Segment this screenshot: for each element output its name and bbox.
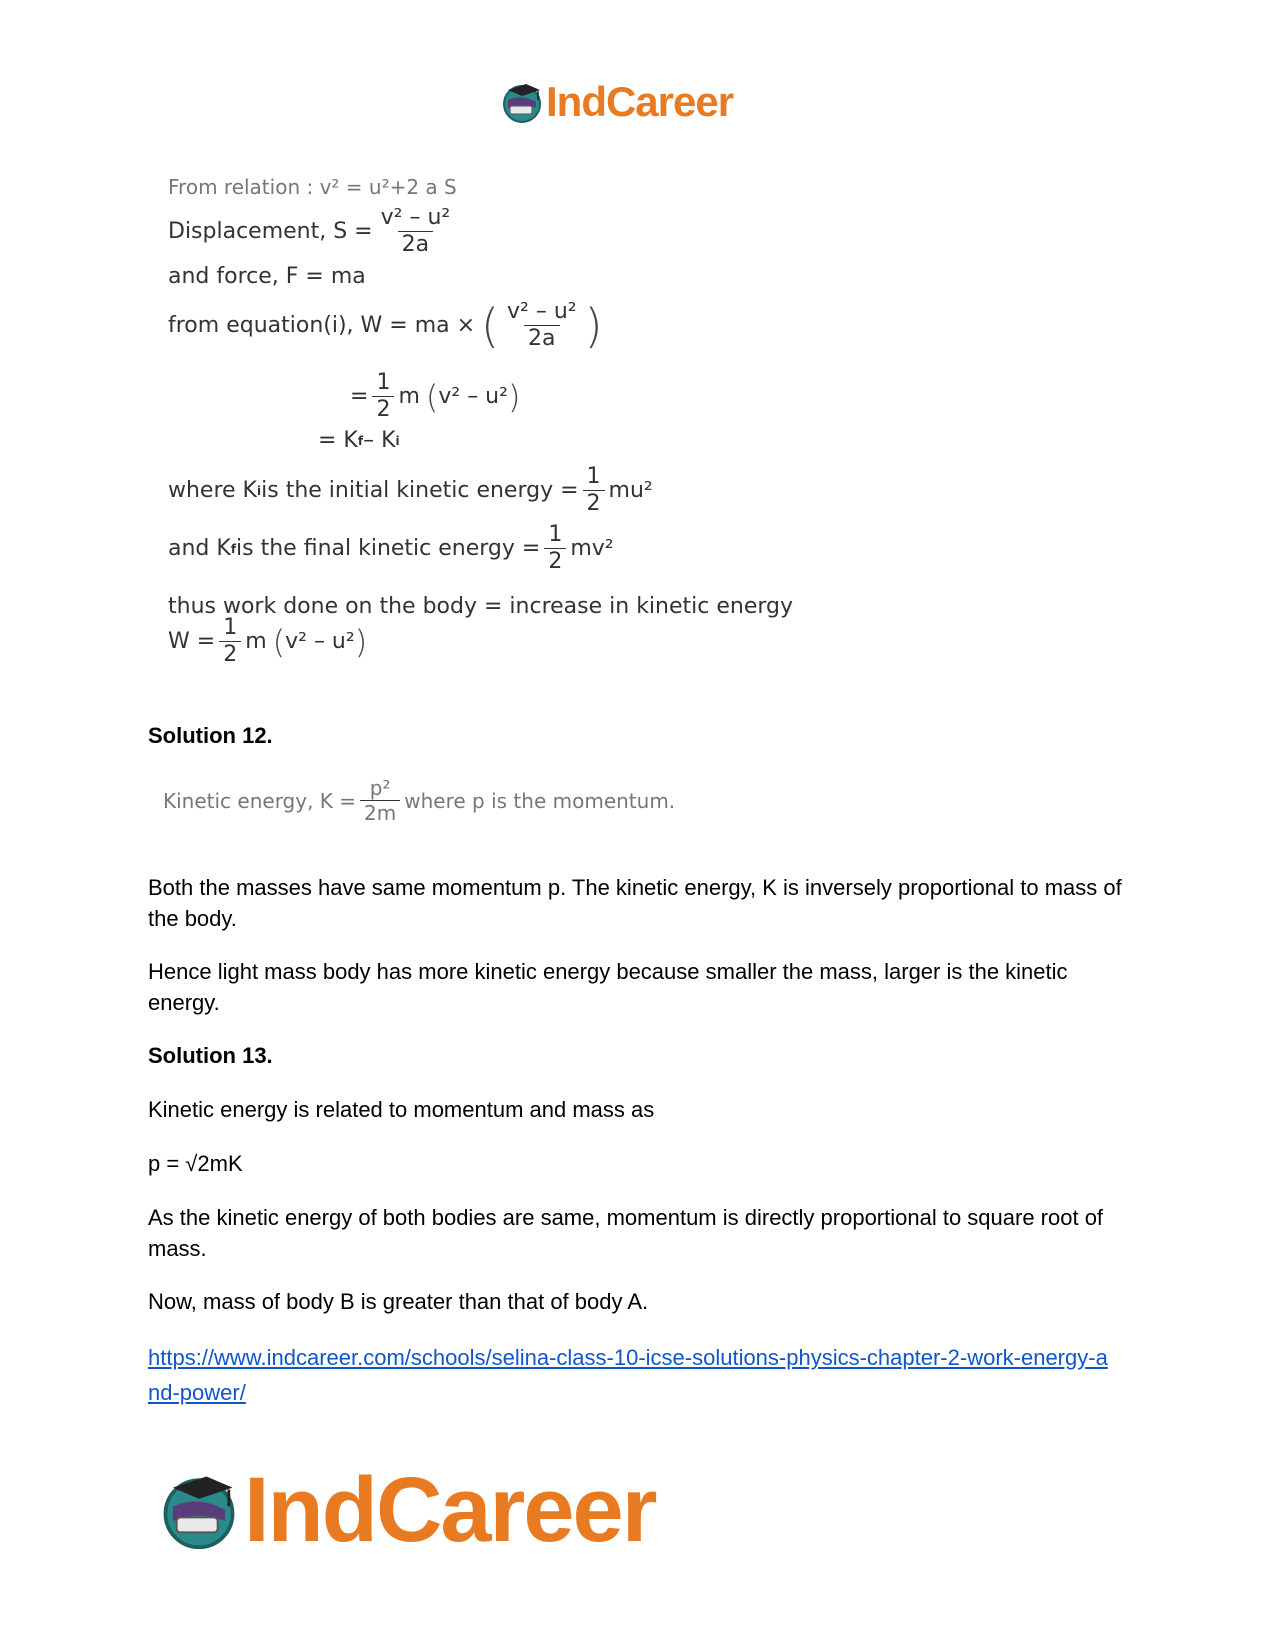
ki-subscript: i xyxy=(257,483,262,498)
ki-expression: mu² xyxy=(608,478,653,503)
work-fraction xyxy=(503,301,581,350)
ke-tail: where p is the momentum. xyxy=(404,788,676,813)
velocity-difference: v² – u² xyxy=(438,384,508,409)
ki-label: – K xyxy=(363,428,396,453)
indcareer-logo-top[interactable] xyxy=(500,78,733,126)
work-result-line xyxy=(168,617,367,666)
kf-subscript: f xyxy=(230,541,237,556)
solution-13-paragraph-2: As the kinetic energy of both bodies are same, momentum is directly proportional to square root of mass. xyxy=(148,1205,1104,1261)
displacement-label: Displacement, S = xyxy=(168,219,373,244)
fraction-denominator: 2a xyxy=(524,325,559,350)
thus-line: thus work done on the body = increase in kinetic energy xyxy=(168,594,794,619)
half-fraction xyxy=(372,372,394,421)
half-fraction xyxy=(583,466,605,515)
ki-prefix: where K xyxy=(168,478,257,503)
mass-symbol: m xyxy=(245,629,267,654)
fraction-numerator: 1 xyxy=(548,522,563,547)
kf-expression: mv² xyxy=(570,536,614,561)
kf-subscript: f xyxy=(357,433,364,448)
fraction-numerator: 1 xyxy=(586,464,601,489)
fraction-numerator: v² – u² xyxy=(380,205,451,230)
close-paren: ) xyxy=(354,622,368,661)
half-fraction xyxy=(219,617,241,666)
fraction-denominator: 2 xyxy=(372,396,394,421)
from-equation-label: from equation(i), W = ma × xyxy=(168,313,476,338)
fraction-numerator: v² – u² xyxy=(507,299,577,324)
kf-minus-ki-line xyxy=(318,428,400,453)
momentum-formula: p = √2mK xyxy=(148,1151,243,1176)
kf-description: is the final kinetic energy = xyxy=(236,536,541,561)
displacement-line xyxy=(168,207,458,256)
initial-ke-line xyxy=(168,466,653,515)
half-m-line xyxy=(350,372,520,421)
ke-label: Kinetic energy, K = xyxy=(163,788,357,813)
fraction-denominator: 2 xyxy=(544,548,566,573)
ke-fraction xyxy=(360,778,400,823)
open-paren: ( xyxy=(481,298,499,353)
relation-line: From relation : v² = u²+2 a S xyxy=(168,175,457,199)
half-fraction xyxy=(544,524,566,573)
logo-wordmark: IndCareer xyxy=(244,1459,656,1561)
solution-12-paragraph-2: Hence light mass body has more kinetic energy because smaller the mass, larger is the kinetic energy. xyxy=(148,959,1068,1015)
work-label: W = xyxy=(168,629,216,654)
fraction-denominator: 2 xyxy=(583,490,605,515)
ki-description: is the initial kinetic energy = xyxy=(261,478,579,503)
solution-13-paragraph-3: Now, mass of body B is greater than that of body A. xyxy=(148,1289,649,1314)
fraction-denominator: 2a xyxy=(398,231,433,256)
kf-prefix: and K xyxy=(168,536,231,561)
close-paren: ) xyxy=(507,377,521,416)
source-link[interactable]: https://www.indcareer.com/schools/selina-class-10-icse-solutions-physics-chapter-2-work-energy-and-power/ xyxy=(148,1345,1108,1405)
from-equation-line xyxy=(168,298,603,353)
solution-13-paragraph-1: Kinetic energy is related to momentum and mass as xyxy=(148,1097,655,1122)
fraction-denominator: 2m xyxy=(360,800,400,823)
open-paren: ( xyxy=(425,377,439,416)
fraction-numerator: p² xyxy=(369,776,391,800)
open-paren: ( xyxy=(272,622,286,661)
velocity-difference: v² – u² xyxy=(285,629,355,654)
solution-13-heading: Solution 13. xyxy=(148,1043,273,1068)
fraction-numerator: 1 xyxy=(376,370,391,395)
fraction-denominator: 2 xyxy=(219,641,241,666)
close-paren: ) xyxy=(584,298,603,353)
logo-wordmark: IndCareer xyxy=(546,78,734,125)
final-ke-line xyxy=(168,524,614,573)
globe-graduation-cap-icon xyxy=(500,80,544,124)
ki-subscript: i xyxy=(395,433,400,448)
mass-symbol: m xyxy=(398,384,420,409)
fraction-numerator: 1 xyxy=(223,615,238,640)
equals-sign: = xyxy=(350,384,369,409)
solution-12-paragraph-1: Both the masses have same momentum p. The kinetic energy, K is inversely proportional to mass of the body. xyxy=(148,875,1122,931)
displacement-fraction xyxy=(377,207,455,256)
solution-12-heading: Solution 12. xyxy=(148,723,273,748)
kinetic-energy-formula xyxy=(163,778,675,823)
indcareer-logo-bottom[interactable] xyxy=(158,1459,656,1561)
kf-label: = K xyxy=(318,428,358,453)
force-line: and force, F = ma xyxy=(168,264,366,289)
globe-graduation-cap-icon xyxy=(158,1469,240,1551)
